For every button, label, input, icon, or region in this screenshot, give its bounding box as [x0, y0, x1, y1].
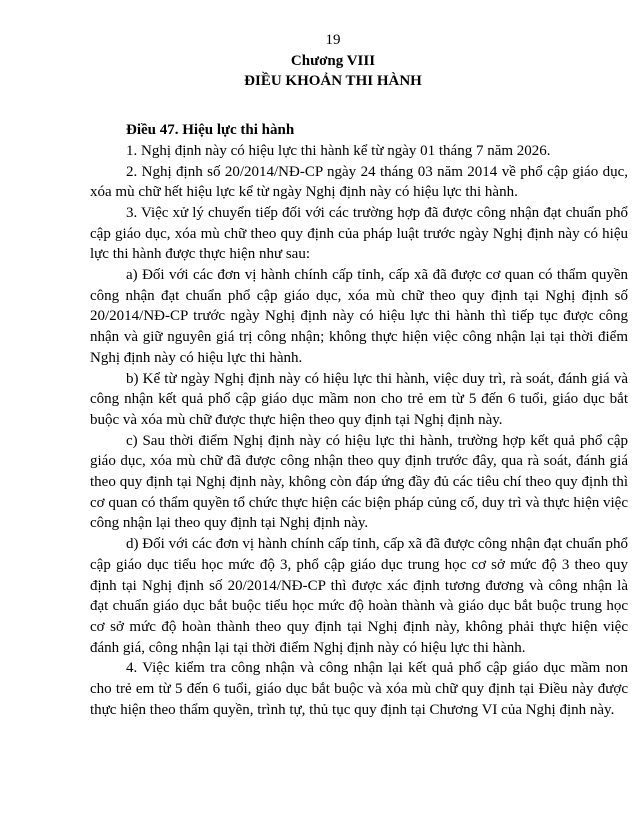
paragraph-3b: b) Kể từ ngày Nghị định này có hiệu lực thi hành, việc duy trì, rà soát, đánh giá và công nhận kết quả phổ cập giáo dục mầm non cho trẻ em từ 5 đến 6 tuổi, giáo dục bắt buộc và xóa mù chữ được thực hiện theo quy định tại Nghị định này. [90, 370, 628, 428]
paragraph-3d: d) Đối với các đơn vị hành chính cấp tỉnh, cấp xã đã được công nhận đạt chuẩn phổ cập giáo dục tiểu học mức độ 3, phổ cập giáo dục trung học cơ sở mức độ 3 theo quy định tại Nghị định số 20/2014/NĐ-CP thì được xác định tương đương và công nhận là đạt chuẩn giáo dục bắt buộc tiểu học mức độ hoàn thành và giáo dục bắt buộc trung học cơ sở mức độ hoàn thành theo quy định tại Nghị định này, không phải thực hiện việc đánh giá, công nhận lại tại thời điểm Nghị định này có hiệu lực thi hành. [90, 536, 628, 656]
article-title: Điều 47. Hiệu lực thi hành [126, 122, 295, 139]
paragraph-1: 1. Nghị định này có hiệu lực thi hành kể từ ngày 01 tháng 7 năm 2026. [126, 142, 551, 159]
page-number: 19 [325, 32, 341, 48]
paragraph-4: 4. Việc kiểm tra công nhận và công nhận lại kết quả phổ cập giáo dục mầm non cho trẻ em từ 5 đến 6 tuổi, giáo dục bắt buộc và xóa mù chữ quy định tại Điều này được thực hiện theo thẩm quyền, trình tự, thủ tục quy định tại Chương VI của Nghị định này. [90, 660, 628, 718]
chapter-heading: Chương VIII [290, 52, 376, 69]
paragraph-3a: a) Đối với các đơn vị hành chính cấp tỉnh, cấp xã đã được cơ quan có thẩm quyền công nhận đạt chuẩn phổ cập giáo dục, xóa mù chữ theo quy định tại Nghị định số 20/2014/NĐ-CP trước ngày Nghị định này có hiệu lực thi hành thì tiếp tục được công nhận và giữ nguyên giá trị công nhận; không thực hiện việc công nhận lại tại thời điểm Nghị định này có hiệu lực thi hành. [90, 267, 628, 366]
chapter-title: ĐIỀU KHOẢN THI HÀNH [244, 73, 422, 90]
paragraph-2: 2. Nghị định số 20/2014/NĐ-CP ngày 24 tháng 03 năm 2014 về phổ cập giáo dục, xóa mù chữ hết hiệu lực kể từ ngày Nghị định này có hiệu lực thi hành. [90, 163, 628, 201]
paragraph-3: 3. Việc xử lý chuyển tiếp đối với các trường hợp đã được công nhận đạt chuẩn phổ cập giáo dục, xóa mù chữ theo quy định của pháp luật trước ngày Nghị định này có hiệu lực thi hành được thực hiện như sau: [90, 204, 628, 263]
paragraph-3c: c) Sau thời điểm Nghị định này có hiệu lực thi hành, trường hợp kết quả phổ cập giáo dục, xóa mù chữ đã được công nhận theo quy định trước đây, qua rà soát, đánh giá theo quy định tại Nghị định này, không còn đáp ứng đầy đủ các tiêu chí theo quy định thì cơ quan có thẩm quyền tổ chức thực hiện các biện pháp củng cố, duy trì và thực hiện việc công nhận lại theo quy định tại Nghị định này. [90, 432, 628, 532]
